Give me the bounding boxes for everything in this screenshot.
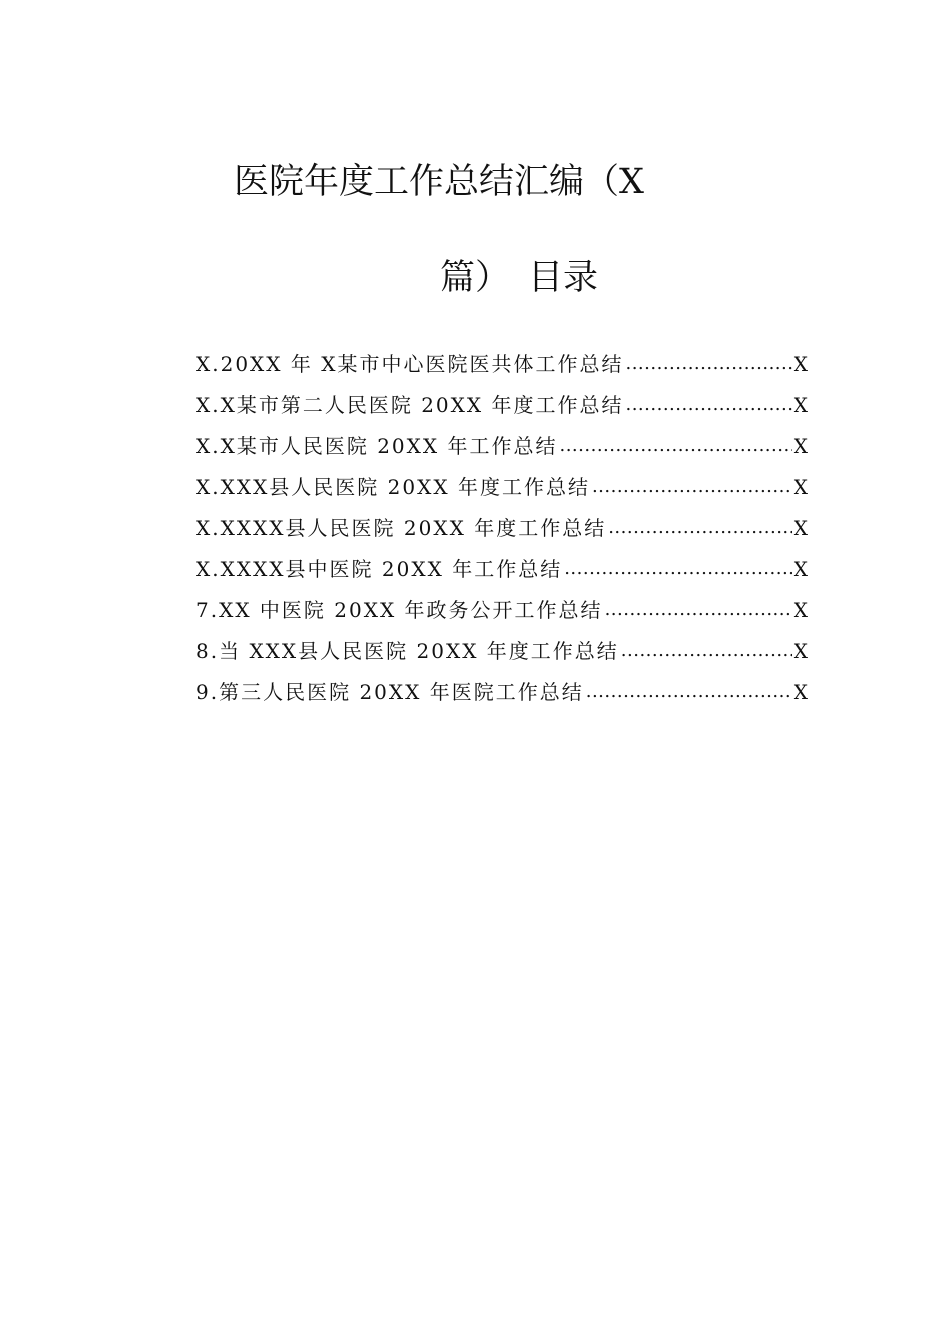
- toc-entry-label: 9.第三人民医院 20XX 年医院工作总结: [196, 680, 584, 704]
- toc-entry-label: X.X某市第二人民医院 20XX 年度工作总结: [196, 393, 624, 417]
- toc-dot-leader: [586, 671, 792, 712]
- toc-page-number: X: [793, 639, 808, 663]
- toc-entry[interactable]: [196, 467, 808, 508]
- toc-page-number: X: [793, 557, 808, 581]
- toc-page-number: X: [793, 680, 808, 704]
- toc-dot-leader: [559, 425, 791, 466]
- toc-page-number: X: [793, 393, 808, 417]
- toc-dot-leader: [592, 466, 792, 507]
- toc-entry[interactable]: [196, 672, 808, 713]
- toc-dot-leader: [621, 630, 792, 671]
- toc-entry[interactable]: [196, 426, 808, 467]
- toc-dot-leader: [564, 548, 792, 589]
- toc-entry-label: X.XXXX县人民医院 20XX 年度工作总结: [196, 516, 607, 540]
- document-title: 医院年度工作总结汇编（X: [234, 162, 644, 202]
- toc-heading: 目录: [528, 258, 599, 298]
- toc-entry-label: 7.XX 中医院 20XX 年政务公开工作总结: [196, 598, 603, 622]
- toc-page-number: X: [793, 598, 808, 622]
- toc-entry[interactable]: [196, 590, 808, 631]
- toc-entry-label: 8.当 XXX县人民医院 20XX 年度工作总结: [196, 639, 619, 663]
- toc-entry-label: X.XXXX县中医院 20XX 年工作总结: [196, 557, 563, 581]
- toc-dot-leader: [605, 589, 792, 630]
- toc-page-number: X: [793, 516, 808, 540]
- toc-page-number: X: [793, 475, 808, 499]
- toc-dot-leader: [608, 507, 792, 548]
- toc-dot-leader: [625, 343, 791, 384]
- toc-dot-leader: [625, 384, 791, 425]
- toc-entry-label: X.XXX县人民医院 20XX 年度工作总结: [196, 475, 590, 499]
- toc-page-number: X: [793, 434, 808, 458]
- toc-entry[interactable]: [196, 344, 808, 385]
- document-title-continued: [440, 254, 598, 302]
- toc-entry[interactable]: [196, 385, 808, 426]
- toc-entry-label: X.X某市人民医院 20XX 年工作总结: [196, 434, 558, 458]
- toc-entry[interactable]: [196, 631, 808, 672]
- toc-entry[interactable]: [196, 508, 808, 549]
- title-suffix: 篇）: [440, 258, 511, 298]
- toc-entry-label: X.20XX 年 X某市中心医院医共体工作总结: [196, 352, 624, 376]
- table-of-contents: [196, 344, 808, 713]
- toc-page-number: X: [793, 352, 808, 376]
- toc-entry[interactable]: [196, 549, 808, 590]
